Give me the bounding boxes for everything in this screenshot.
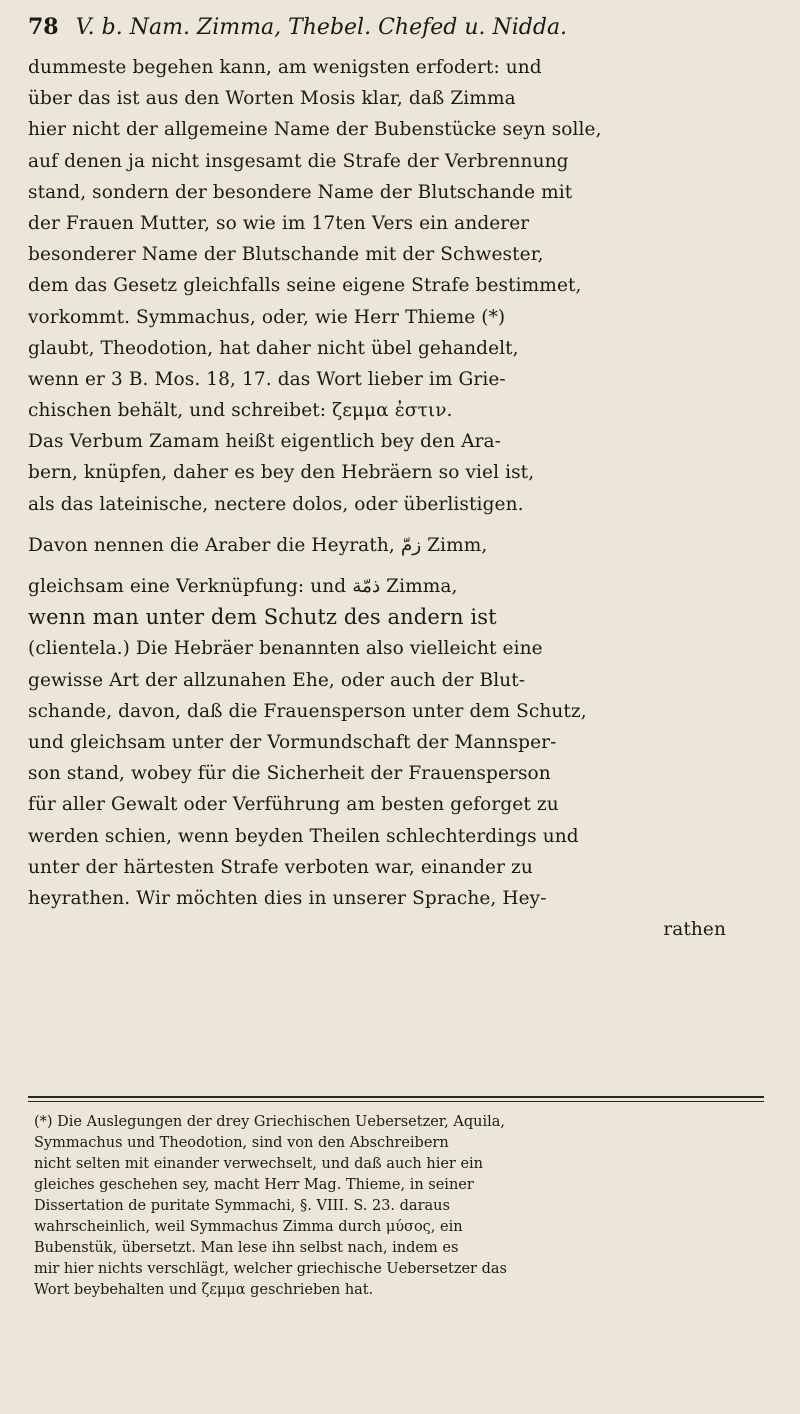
text-line: chischen behält, und schreibet: ζεμμα ἐστιν. (28, 400, 453, 422)
text-line: unter der härtesten Strafe verboten war, einander zu (28, 856, 533, 878)
text-line: son stand, wobey für die Sicherheit der Frauensperson (28, 763, 551, 785)
text-line: dem das Gesetz gleichfalls seine eigene Strafe bestimmet, (28, 275, 582, 297)
text-line: (clientela.) Die Hebräer benannten also vielleicht eine (28, 638, 543, 660)
text-line: werden schien, wenn beyden Theilen schlechterdings und (28, 825, 579, 847)
footnote-line: (*) Die Auslegungen der drey Griechischen Uebersetzer, Aquila, (34, 1114, 505, 1130)
footnote-line: mir hier nichts verschlägt, welcher griechische Uebersetzer das (34, 1261, 507, 1277)
text-line: vorkommt. Symmachus, oder, wie Herr Thieme (*) (28, 306, 506, 328)
footnote (34, 1112, 764, 1301)
text-line: stand, sondern der besondere Name der Blutschande mit (28, 181, 573, 203)
footnote-rule-thin (28, 1101, 764, 1102)
text-line: bern, knüpfen, daher es bey den Hebräern so viel ist, (28, 462, 535, 484)
text-line: heyrathen. Wir möchten dies in unserer Sprache, Hey- (28, 887, 547, 909)
text-line: hier nicht der allgemeine Name der Bubenstücke seyn solle, (28, 119, 602, 141)
footnote-line: nicht selten mit einander verwechselt, und daß auch hier ein (34, 1156, 484, 1172)
text-line: gewisse Art der allzunahen Ehe, oder auch der Blut- (28, 669, 526, 691)
running-head: V. b. Nam. Zimma, Thebel. Chefed u. Nidda. (75, 15, 568, 40)
footnote-line: Wort beybehalten und ζεμμα geschrieben hat. (34, 1282, 374, 1298)
main-text (28, 52, 766, 945)
text-line: und gleichsam unter der Vormundschaft der Mannsper- (28, 731, 557, 753)
footnote-line: Dissertation de puritate Symmachi, §. VIII. S. 23. daraus (34, 1198, 450, 1214)
text-line: gleichsam eine Verknüpfung: und ذمّة Zimma, (28, 576, 458, 597)
footnote-rule (28, 1096, 764, 1098)
footnote-line: Symmachus und Theodotion, sind von den Abschreibern (34, 1135, 449, 1151)
footnote-line: wahrscheinlich, weil Symmachus Zimma durch μύσος, ein (34, 1219, 463, 1235)
footnote-line: gleiches geschehen sey, macht Herr Mag. Thieme, in seiner (34, 1177, 474, 1193)
text-line: besonderer Name der Blutschande mit der Schwester, (28, 244, 544, 266)
text-line: wenn er 3 B. Mos. 18, 17. das Wort lieber im Grie- (28, 368, 506, 390)
text-line: über das ist aus den Worten Mosis klar, daß Zimma (28, 88, 516, 110)
text-line: für aller Gewalt oder Verführung am besten geforget zu (28, 794, 559, 816)
text-line: als das lateinische, nectere dolos, oder überlistigen. (28, 493, 524, 515)
text-line: Davon nennen die Araber die Heyrath, زمّ Zimm, (28, 534, 488, 556)
text-line: dummeste begehen kann, am wenigsten erfodert: und (28, 57, 542, 78)
catchword: rathen (663, 919, 726, 941)
page-header (28, 14, 758, 54)
text-line: der Frauen Mutter, so wie im 17ten Vers ein anderer (28, 212, 530, 234)
text-line: wenn man unter dem Schutz des andern ist (28, 605, 497, 630)
text-line: schande, davon, daß die Frauensperson unter dem Schutz, (28, 700, 587, 722)
text-line: auf denen ja nicht insgesamt die Strafe der Verbrennung (28, 150, 569, 172)
text-line: Das Verbum Zamam heißt eigentlich bey den Ara- (28, 431, 501, 453)
page-number: 78 (28, 14, 59, 40)
text-line: glaubt, Theodotion, hat daher nicht übel gehandelt, (28, 337, 519, 359)
footnote-line: Bubenstük, übersetzt. Man lese ihn selbst nach, indem es (34, 1240, 459, 1256)
